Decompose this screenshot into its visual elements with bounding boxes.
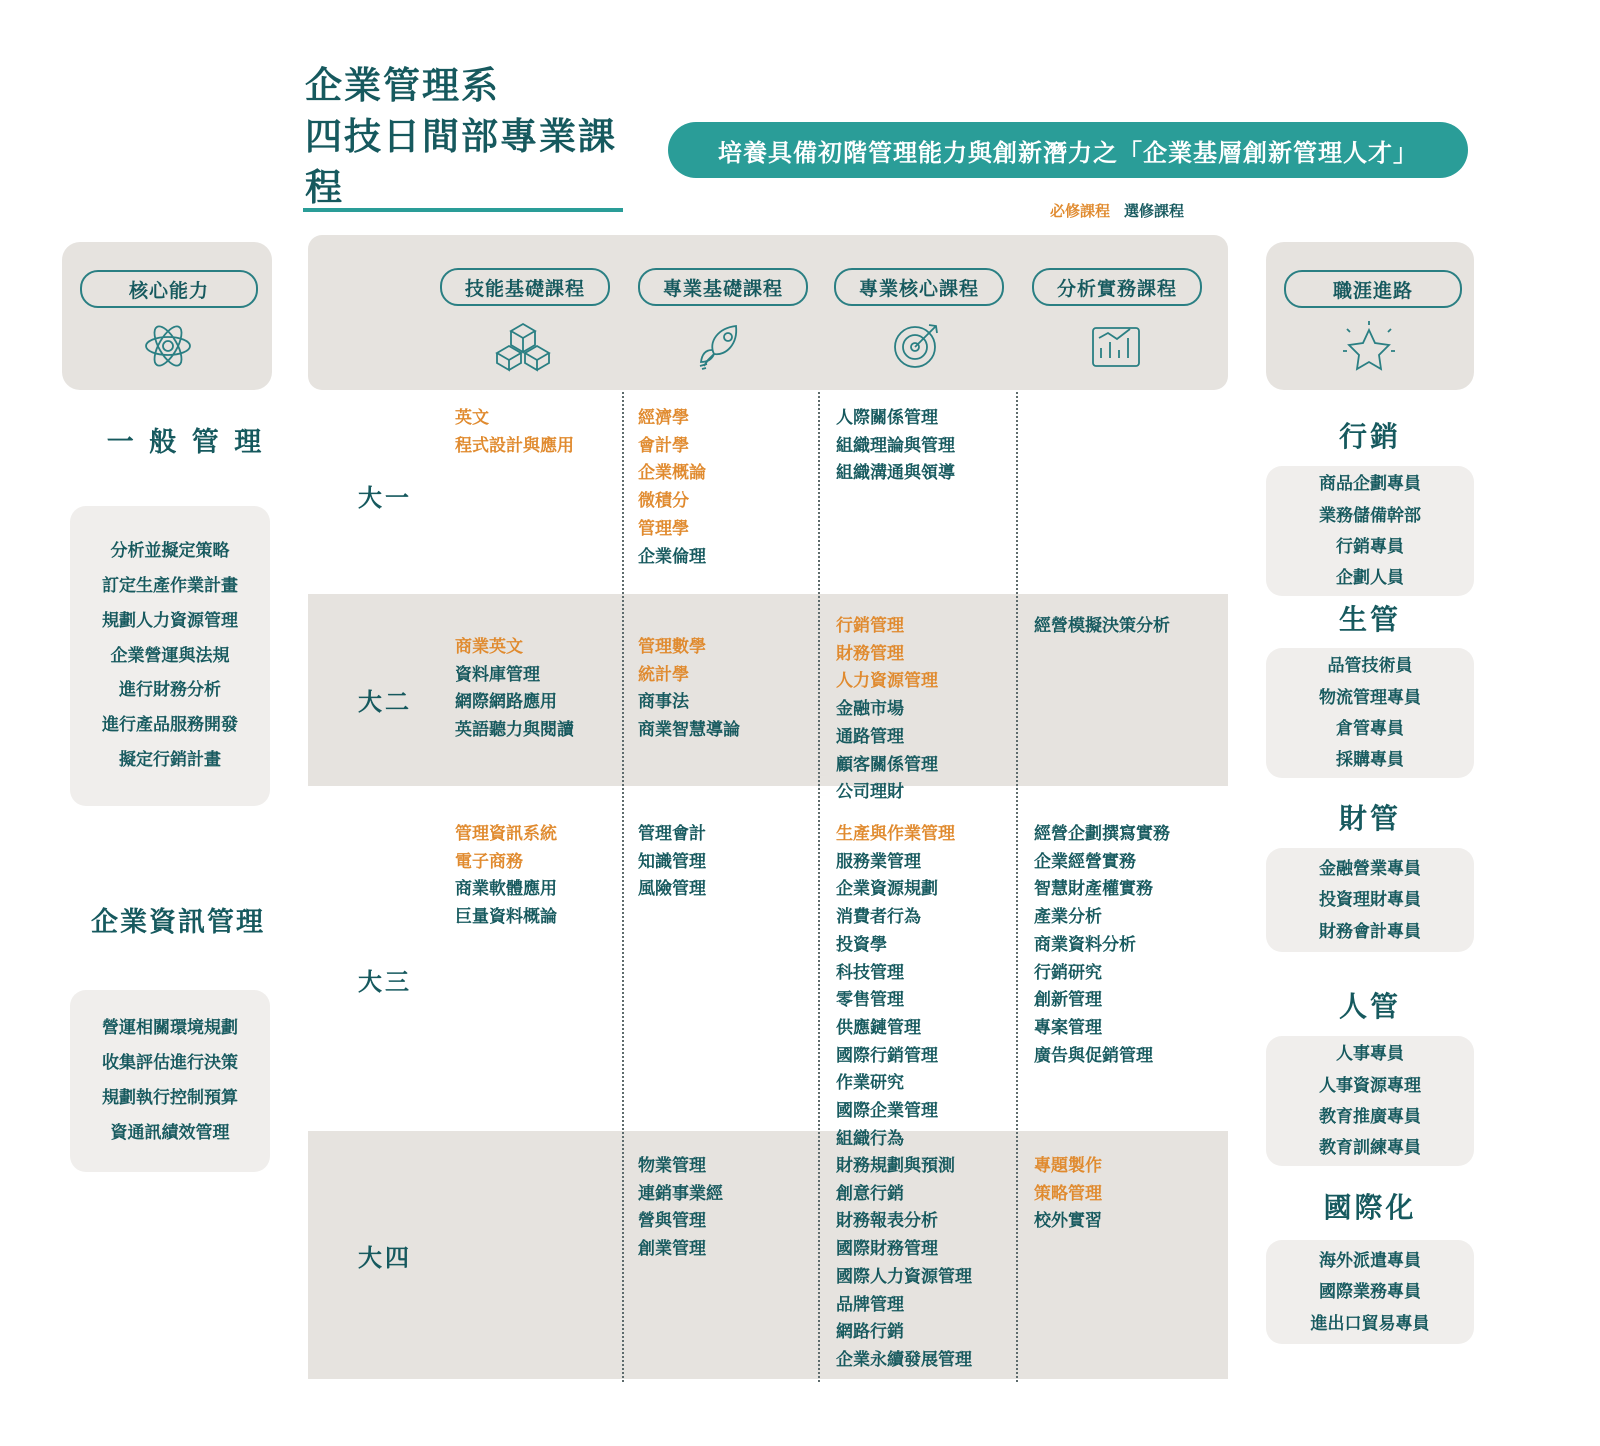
legend-required-label: 必修課程	[1050, 203, 1111, 220]
course-item: 服務業管理	[836, 851, 921, 871]
course-item: 管理數學	[638, 637, 706, 656]
courses-y1-prof-core	[836, 404, 955, 487]
course-item: 通路管理	[836, 726, 904, 746]
courses-y4-analysis-practice	[1034, 1152, 1102, 1235]
course-item: 廣告與促銷管理	[1034, 1045, 1153, 1065]
course-item: 經營企劃撰寫實務	[1034, 824, 1170, 843]
course-item: 專案管理	[1034, 1017, 1102, 1037]
course-item: 管理資訊系統	[455, 824, 557, 843]
course-item: 國際人力資源管理	[836, 1266, 972, 1286]
course-item: 企業永續發展管理	[836, 1349, 972, 1369]
course-item: 金融市場	[836, 699, 904, 719]
course-item: 供應鏈管理	[836, 1017, 921, 1037]
capability-item: 收集評估進行決策	[102, 1053, 238, 1073]
course-item: 組織理論與管理	[836, 435, 955, 455]
course-item: 組織溝通與領導	[836, 463, 955, 483]
career-box-0	[1266, 466, 1474, 596]
course-item: 企業經營實務	[1034, 851, 1136, 871]
course-item: 策略管理	[1034, 1183, 1102, 1203]
capability-item: 分析並擬定策略	[110, 541, 230, 561]
course-item: 商業智慧導論	[638, 720, 740, 740]
course-item: 國際財務管理	[836, 1239, 938, 1259]
career-item: 行銷專員	[1336, 537, 1404, 556]
course-item: 營與管理	[638, 1211, 706, 1231]
capability-item: 資通訊績效管理	[110, 1122, 230, 1142]
legend	[1050, 200, 1184, 221]
course-item: 人力資源管理	[836, 671, 938, 691]
courses-y2-skill-basic	[455, 633, 574, 744]
course-item: 巨量資料概論	[455, 907, 557, 927]
courses-y2-prof-core	[836, 612, 938, 806]
capability-box-0	[70, 506, 270, 806]
courses-y3-skill-basic	[455, 820, 557, 931]
career-item: 進出口貿易專員	[1310, 1313, 1430, 1333]
career-item: 投資理財專員	[1319, 890, 1421, 910]
course-item: 商業資料分析	[1034, 934, 1136, 954]
courses-y1-prof-basic	[638, 404, 706, 570]
course-item: 科技管理	[836, 962, 904, 982]
career-item: 品管技術員	[1327, 656, 1413, 676]
career-item: 財務會計專員	[1319, 921, 1421, 941]
capability-item: 擬定行銷計畫	[119, 750, 221, 770]
capability-item: 規劃執行控制預算	[102, 1088, 238, 1107]
career-item: 物流管理專員	[1319, 687, 1421, 707]
course-item: 創意行銷	[836, 1183, 904, 1203]
career-box-3	[1266, 1036, 1474, 1166]
courses-y1-skill-basic	[455, 404, 574, 459]
course-item: 品牌管理	[836, 1294, 904, 1314]
course-item: 生產與作業管理	[836, 824, 955, 843]
courses-y2-analysis-practice	[1034, 612, 1170, 640]
year-label-3: 大三	[358, 969, 412, 996]
course-item: 管理會計	[638, 824, 706, 843]
rocket-icon	[694, 320, 750, 377]
course-item: 會計學	[638, 435, 689, 455]
career-box-2	[1266, 848, 1474, 952]
course-item: 網路行銷	[836, 1322, 904, 1342]
capability-title-1: 企業資訊管理	[91, 907, 265, 937]
course-item: 微積分	[638, 491, 689, 511]
course-item: 國際行銷管理	[836, 1045, 938, 1065]
bar-chart-icon	[1090, 320, 1142, 375]
separator-2	[818, 392, 820, 1382]
career-title-2: 財管	[1338, 803, 1401, 834]
course-item: 商事法	[638, 692, 689, 712]
career-item: 海外派遣專員	[1319, 1250, 1421, 1270]
course-item: 公司理財	[836, 782, 904, 802]
course-item: 行銷管理	[836, 616, 904, 635]
course-item: 創業管理	[638, 1239, 706, 1259]
course-item: 企業資源規劃	[836, 879, 938, 899]
capability-item: 進行產品服務開發	[102, 715, 238, 735]
course-item: 智慧財產權實務	[1034, 879, 1153, 899]
course-item: 創新管理	[1034, 990, 1102, 1010]
legend-optional-label: 選修課程	[1124, 203, 1185, 220]
capability-item: 訂定生產作業計畫	[102, 575, 238, 595]
course-item: 管理學	[638, 518, 689, 538]
courses-y3-analysis-practice	[1034, 820, 1170, 1069]
course-item: 財務規劃與預測	[836, 1156, 955, 1175]
courses-y3-prof-basic	[638, 820, 706, 903]
courses-y2-prof-basic	[638, 633, 740, 744]
course-item: 網際網路應用	[455, 692, 557, 712]
star-icon	[1340, 318, 1398, 379]
courses-y3-prof-core	[836, 820, 955, 1152]
capability-item: 進行財務分析	[119, 680, 221, 700]
course-item: 企業倫理	[638, 546, 706, 566]
course-item: 人際關係管理	[836, 408, 938, 427]
page-title-line2: 四技日間部專業課程	[305, 116, 617, 209]
course-item: 組織行為	[836, 1128, 904, 1148]
career-title-1: 生管	[1338, 604, 1401, 635]
title-underline	[303, 208, 623, 212]
course-item: 財務報表分析	[836, 1211, 938, 1231]
career-item: 教育訓練專員	[1319, 1138, 1421, 1158]
course-item: 經營模擬決策分析	[1034, 616, 1170, 635]
year-label-4: 大四	[358, 1245, 412, 1272]
banner: 培養具備初階管理能力與創新潛力之「企業基層創新管理人才」	[668, 122, 1468, 178]
career-item: 人事專員	[1336, 1044, 1404, 1064]
capability-item: 營運相關環境規劃	[102, 1018, 238, 1038]
course-item: 行銷研究	[1034, 962, 1102, 982]
career-title-0: 行銷	[1338, 421, 1401, 452]
course-item: 商業軟體應用	[455, 879, 557, 899]
career-item: 教育推廣專員	[1319, 1107, 1421, 1126]
course-item: 物業管理	[638, 1156, 706, 1175]
capability-title-0: 一 般 管 理	[106, 427, 266, 457]
career-item: 金融營業專員	[1319, 858, 1421, 878]
course-item: 產業分析	[1034, 907, 1102, 927]
career-item: 採購專員	[1336, 750, 1404, 770]
course-item: 商業英文	[455, 637, 523, 656]
course-item: 電子商務	[455, 851, 523, 871]
course-item: 國際企業管理	[836, 1101, 938, 1121]
capability-item: 企業營運與法規	[110, 645, 230, 665]
year-label-2: 大二	[358, 689, 412, 716]
page-title-line1: 企業管理系	[305, 65, 500, 106]
course-item: 顧客關係管理	[836, 754, 938, 774]
course-item: 作業研究	[836, 1073, 904, 1093]
year-label-1: 大一	[358, 485, 412, 512]
course-item: 消費者行為	[836, 907, 921, 927]
course-item: 統計學	[638, 664, 689, 684]
course-item: 專題製作	[1034, 1156, 1102, 1175]
course-item: 校外實習	[1034, 1211, 1102, 1231]
career-item: 國際業務專員	[1319, 1282, 1421, 1302]
course-item: 零售管理	[836, 990, 904, 1010]
course-item: 投資學	[836, 934, 887, 954]
career-title-4: 國際化	[1323, 1192, 1417, 1223]
cubes-icon	[495, 320, 551, 377]
career-box-4	[1266, 1240, 1474, 1344]
course-item: 資料庫管理	[455, 664, 540, 684]
course-item: 程式設計與應用	[455, 435, 574, 455]
target-icon	[890, 320, 944, 377]
course-item: 企業概論	[638, 463, 706, 483]
pill-core-ability: 核心能力	[80, 270, 258, 308]
course-item: 知識管理	[638, 851, 706, 871]
career-item: 商品企劃專員	[1319, 474, 1421, 494]
pill-skill-basic: 技能基礎課程	[440, 268, 610, 306]
pill-analysis-practice: 分析實務課程	[1032, 268, 1202, 306]
page-title	[305, 60, 645, 213]
career-item: 倉管專員	[1336, 719, 1404, 738]
course-item: 連銷事業經	[638, 1183, 723, 1203]
course-item: 英文	[455, 408, 489, 427]
career-item: 人事資源專理	[1319, 1075, 1421, 1095]
capability-item: 規劃人力資源管理	[102, 610, 238, 630]
course-item: 風險管理	[638, 879, 706, 899]
course-item: 財務管理	[836, 643, 904, 663]
separator-1	[622, 392, 624, 1382]
career-title-3: 人管	[1338, 991, 1401, 1022]
pill-career-path: 職涯進路	[1284, 270, 1462, 308]
course-item: 英語聽力與閱讀	[455, 720, 574, 740]
courses-y4-prof-core	[836, 1152, 972, 1374]
career-item: 企劃人員	[1336, 568, 1404, 588]
career-box-1	[1266, 648, 1474, 778]
courses-y4-prof-basic	[638, 1152, 723, 1263]
atom-icon	[140, 318, 196, 379]
course-item: 經濟學	[638, 408, 689, 427]
separator-3	[1016, 392, 1018, 1382]
career-item: 業務儲備幹部	[1319, 505, 1421, 525]
pill-prof-core: 專業核心課程	[834, 268, 1004, 306]
pill-prof-basic: 專業基礎課程	[638, 268, 808, 306]
capability-box-1	[70, 990, 270, 1172]
